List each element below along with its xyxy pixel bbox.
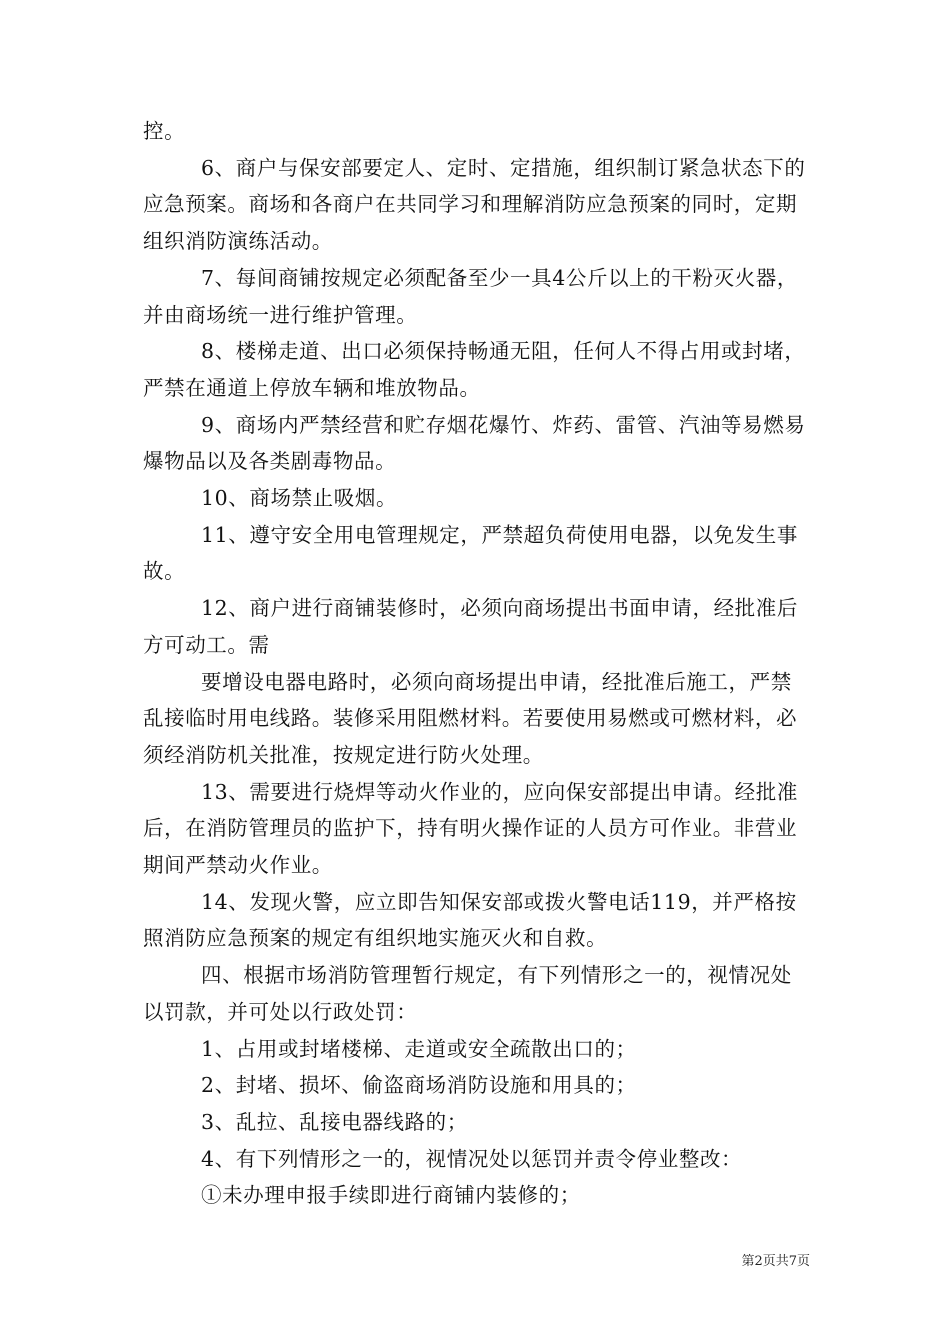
paragraph: 12、商户进行商铺装修时，必须向商场提出书面申请，经批准后方可动工。需	[143, 596, 798, 657]
paragraph: ①未办理申报手续即进行商铺内装修的；	[201, 1183, 581, 1208]
paragraph: 要增设电器电路时，必须向商场提出申请，经批准后施工，严禁乱接临时用电线路。装修采用阻燃材料。若要使用易燃或可燃材料，必须经消防机关批准，按规定进行防火处理。	[143, 669, 798, 767]
paragraph: 7、每间商铺按规定必须配备至少一具4公斤以上的干粉灭火器，并由商场统一进行维护管理。	[143, 265, 798, 327]
paragraph: 13、需要进行烧焊等动火作业的，应向保安部提出申请。经批准后，在消防管理员的监护下，持有明火操作证的人员方可作业。非营业期间严禁动火作业。	[143, 779, 798, 878]
paragraph: 11、遵守安全用电管理规定，严禁超负荷使用电器，以免发生事故。	[143, 522, 798, 584]
paragraph: 6、商户与保安部要定人、定时、定措施，组织制订紧急状态下的应急预案。商场和各商户在共同学习和理解消防应急预案的同时，定期组织消防演练活动。	[143, 155, 806, 254]
paragraph: 9、商场内严禁经营和贮存烟花爆竹、炸药、雷管、汽油等易燃易爆物品以及各类剧毒物品。	[143, 412, 806, 474]
paragraph: 2、封堵、损坏、偷盗商场消防设施和用具的；	[201, 1073, 637, 1098]
paragraph: 14、发现火警，应立即告知保安部或拨火警电话119，并严格按照消防应急预案的规定有组织地实施灭火和自救。	[143, 889, 797, 951]
paragraph: 四、根据市场消防管理暂行规定，有下列情形之一的，视情况处以罚款，并可处以行政处罚：	[143, 963, 792, 1024]
paragraph: 3、乱拉、乱接电器线路的；	[201, 1109, 468, 1134]
paragraph: 1、占用或封堵楼梯、走道或安全疏散出口的；	[201, 1036, 637, 1061]
paragraph: 4、有下列情形之一的，视情况处以惩罚并责令停业整改：	[201, 1146, 743, 1171]
paragraph: 8、楼梯走道、出口必须保持畅通无阻，任何人不得占用或封堵，严禁在通道上停放车辆和堆放物品。	[143, 339, 806, 400]
paragraph: 控。	[143, 119, 186, 143]
document-body	[143, 113, 807, 1214]
paragraph: 10、商场禁止吸烟。	[201, 486, 398, 511]
page-footer: 第2页共7页	[741, 1254, 810, 1269]
